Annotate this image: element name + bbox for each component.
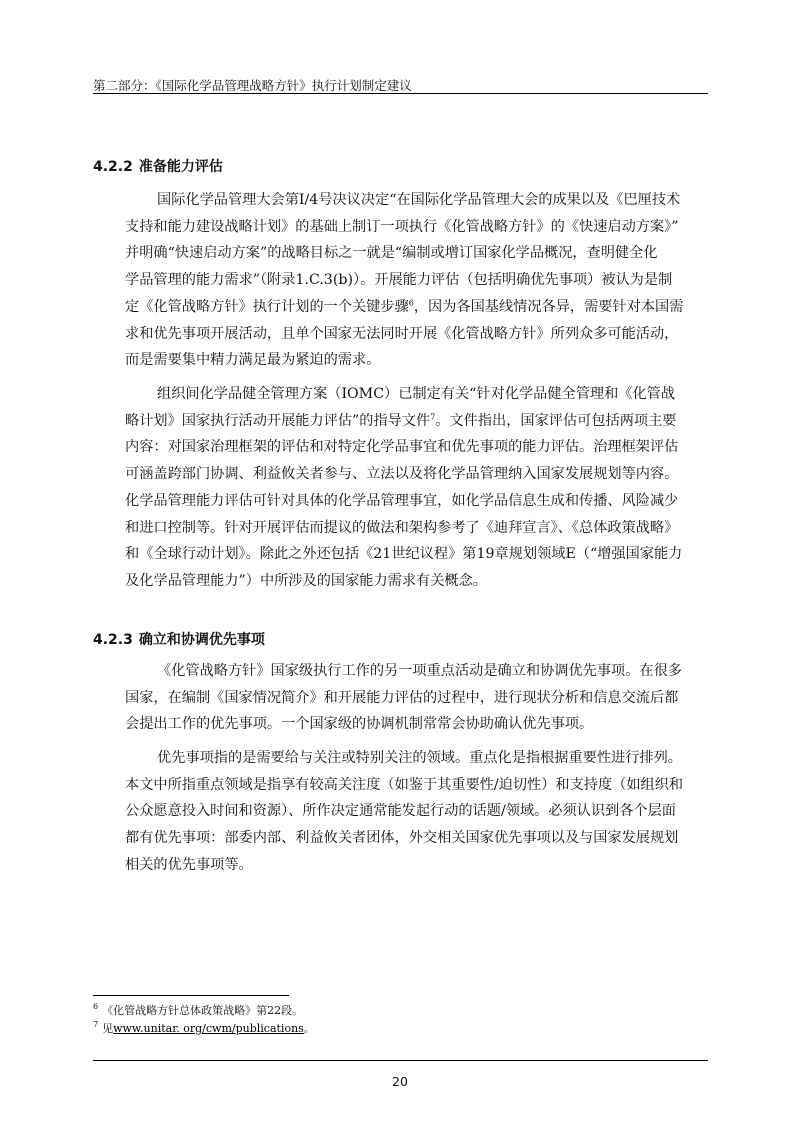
- text-line: 和进口控制等。针对开展评估而提议的做法和架构参考了《迪拜宣言》、《总体政策战略》: [125, 519, 679, 536]
- footnote-text: 《化管战略方针总体政策战略》第22段。: [102, 1004, 304, 1017]
- text-line: 而是需要集中精力满足最为紧迫的需求。: [125, 352, 381, 369]
- footer-rule: [93, 1060, 708, 1061]
- section-number: 4.2.2: [93, 159, 133, 175]
- footnote-rule: [93, 995, 289, 996]
- text-line: 组织间化学品健全管理方案（IOMC）已制定有关“针对化学品健全管理和《化管战: [157, 386, 676, 402]
- text-line: 内容：对国家治理框架的评估和对特定化学品事宜和优先事项的能力评估。治理框架评估: [125, 439, 679, 456]
- text-line: 会提出工作的优先事项。一个国家级的协调机制常常会协助确认优先事项。: [125, 716, 594, 733]
- text-segment: 略计划》国家执行活动开展能力评估”的指导文件: [125, 412, 431, 429]
- text-line: 本文中所指重点领域是指享有较高关注度（如鉴于其重要性/迫切性）和支持度（如组织和: [125, 776, 684, 793]
- text-line: 相关的优先事项等。: [125, 856, 253, 873]
- text-line: 和《全球行动计划》。除此之外还包括《21世纪议程》第19章规划领域E（“增强国家能力: [125, 546, 683, 563]
- text-line: 公众愿意投入时间和资源）、所作决定通常能发起行动的话题/领域。必须认识到各个层面: [125, 803, 676, 820]
- text-line: 都有优先事项：部委内部、利益攸关者团体，外交相关国家优先事项以及与国家发展规划: [125, 830, 679, 847]
- footnote-6: [93, 1002, 303, 1018]
- section-heading-4-2-2: [93, 156, 223, 176]
- section-title: 准备能力评估: [138, 159, 223, 175]
- paragraph: [125, 658, 710, 738]
- text-line: 国际化学品管理大会第I/4号决议决定“在国际化学品管理大会的成果以及《巴厘技术: [157, 192, 681, 208]
- footnote-suffix: 。: [303, 1022, 315, 1035]
- footnote-7: [93, 1020, 315, 1036]
- text-line: 及化学品管理能力”）中所涉及的国家能力需求有关概念。: [125, 572, 487, 589]
- page-number: 20: [392, 1074, 408, 1089]
- text-line: 国家，在编制《国家情况简介》和开展能力评估的过程中，进行现状分析和信息交流后都: [125, 689, 679, 706]
- text-line: 求和优先事项开展活动，且单个国家无法同时开展《化管战略方针》所列众多可能活动，: [125, 325, 679, 342]
- section-number: 4.2.3: [93, 632, 133, 648]
- text-line: 优先事项指的是需要给与关注或特别关注的领域。重点化是指根据重要性进行排列。: [157, 750, 682, 766]
- footnote-mark: 7: [93, 1020, 99, 1030]
- section-heading-4-2-3: [93, 629, 265, 649]
- text-line: 并明确“快速启动方案”的战略目标之一就是“编制或增订国家化学品概况，查明健全化: [125, 245, 658, 262]
- paragraph: [125, 381, 710, 595]
- footnote-mark: 6: [93, 1002, 99, 1012]
- header-rule: [93, 93, 708, 94]
- text-line: [125, 408, 710, 435]
- text-line: 可涵盖跨部门协调、利益攸关者参与、立法以及将化学品管理纳入国家发展规划等内容。: [125, 466, 679, 483]
- paragraph: [125, 745, 710, 879]
- footnote-link[interactable]: www.unitar. org/cwm/publications: [113, 1022, 304, 1035]
- footnote-ref[interactable]: 6: [408, 298, 414, 308]
- running-header: 第二部分：《国际化学品管理战略方针》执行计划制定建议: [93, 78, 412, 93]
- text-line: [125, 294, 710, 321]
- footnote-prefix: 见: [102, 1022, 114, 1035]
- footnote-ref[interactable]: 7: [430, 411, 436, 421]
- text-segment: 定《化管战略方针》执行计划的一个关键步骤: [125, 298, 409, 315]
- text-line: 《化管战略方针》国家级执行工作的另一项重点活动是确立和协调优先事项。在很多: [157, 663, 682, 679]
- text-segment: 。文件指出，国家评估可包括两项主要: [435, 412, 677, 429]
- section-title: 确立和协调优先事项: [138, 632, 265, 648]
- text-line: 学品管理的能力需求”（附录1.C.3(b)）。开展能力评估（包括明确优先事项）被认为是制: [125, 272, 673, 289]
- text-line: 支持和能力建设战略计划》的基础上制订一项执行《化管战略方针》的《快速启动方案》”: [125, 218, 679, 235]
- paragraph: [125, 187, 710, 374]
- text-segment: ，因为各国基线情况各异，需要针对本国需: [413, 298, 684, 315]
- text-line: 化学品管理能力评估可针对具体的化学品管理事宜，如化学品信息生成和传播、风险减少: [125, 492, 679, 509]
